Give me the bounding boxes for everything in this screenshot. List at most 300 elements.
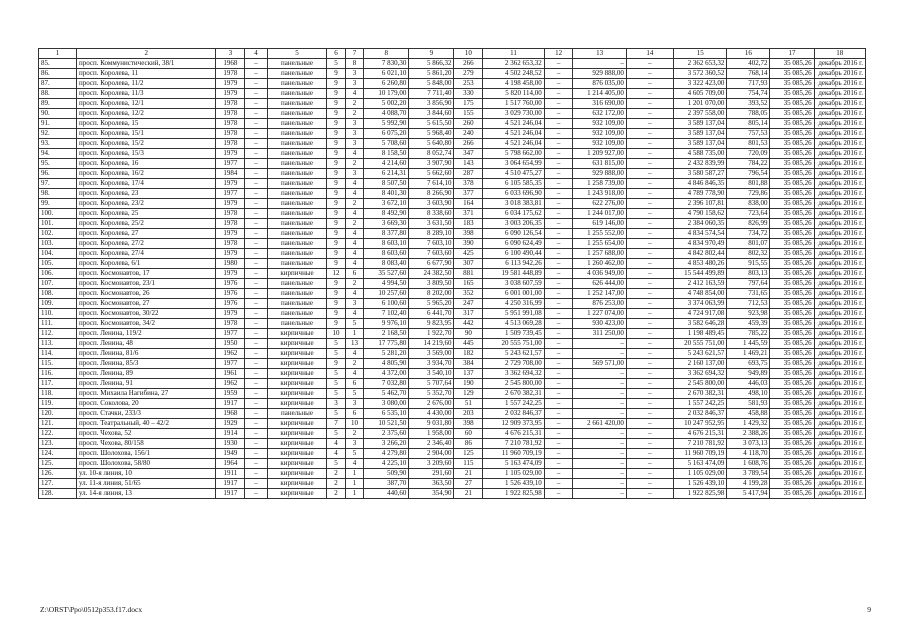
table-cell: 2 — [345, 99, 363, 109]
table-cell: 10 — [345, 419, 363, 429]
table-row — [39, 459, 866, 469]
table-cell: 1 198 489,45 — [674, 329, 727, 339]
table-cell: 11 960 709,19 — [483, 449, 545, 459]
table-cell: 3 672,10 — [364, 199, 409, 209]
table-cell: – — [573, 459, 626, 469]
table-cell: – — [544, 209, 573, 219]
table-cell: 9 — [327, 109, 345, 119]
table-cell: 3 064 654,99 — [483, 159, 545, 169]
table-cell: 9 — [327, 299, 345, 309]
table-cell: 35 085,26 — [770, 139, 814, 149]
table-cell: – — [544, 339, 573, 349]
table-cell: – — [626, 239, 673, 249]
table-cell: 9 — [327, 169, 345, 179]
table-cell: – — [626, 389, 673, 399]
table-cell: декабрь 2016 г. — [814, 289, 865, 299]
table-cell: 757,53 — [727, 129, 770, 139]
table-cell: 4 510 475,27 — [483, 169, 545, 179]
table-cell: 10 179,00 — [364, 89, 409, 99]
table-cell: 626 444,00 — [573, 279, 626, 289]
table-cell: 2 — [345, 219, 363, 229]
table-cell: 5 — [327, 339, 345, 349]
table-cell: – — [626, 219, 673, 229]
table-cell: декабрь 2016 г. — [814, 159, 865, 169]
table-row — [39, 439, 866, 449]
table-cell: 4 — [345, 249, 363, 259]
table-cell: панельные — [267, 189, 327, 199]
table-cell: 7 210 781,92 — [674, 439, 727, 449]
table-row — [39, 289, 866, 299]
table-cell: 784,22 — [727, 159, 770, 169]
table-row — [39, 389, 866, 399]
table-cell: 4 199,28 — [727, 479, 770, 489]
table-cell: 826,99 — [727, 219, 770, 229]
table-cell: 5 — [327, 379, 345, 389]
table-cell: – — [245, 279, 268, 289]
table-cell: 693,75 — [727, 359, 770, 369]
table-cell: 2 397 558,00 — [674, 109, 727, 119]
table-cell: 1962 — [216, 349, 245, 359]
table-cell: 398 — [454, 229, 483, 239]
table-cell: 5 281,20 — [364, 349, 409, 359]
table-cell: 9 — [327, 129, 345, 139]
table-cell: декабрь 2016 г. — [814, 429, 865, 439]
table-cell: – — [245, 119, 268, 129]
header-cell: 12 — [544, 49, 573, 59]
table-cell: – — [245, 169, 268, 179]
table-cell: 247 — [454, 299, 483, 309]
table-cell: декабрь 2016 г. — [814, 219, 865, 229]
table-cell: кирпичные — [267, 399, 327, 409]
table-cell: 734,72 — [727, 229, 770, 239]
table-cell: 4 724 917,08 — [674, 309, 727, 319]
table-cell: просп. Королева, 11/2 — [76, 79, 216, 89]
table-cell: 35 085,26 — [770, 419, 814, 429]
table-cell: 11 960 709,19 — [674, 449, 727, 459]
table-cell: – — [626, 399, 673, 409]
table-cell: декабрь 2016 г. — [814, 469, 865, 479]
table-cell: 27 — [454, 479, 483, 489]
table-cell: 5 708,60 — [364, 139, 409, 149]
table-cell: просп. Космонавтов, 27 — [76, 299, 216, 309]
table-cell: декабрь 2016 г. — [814, 99, 865, 109]
table-cell: 35 085,26 — [770, 69, 814, 79]
table-cell: 1962 — [216, 379, 245, 389]
table-cell: кирпичные — [267, 269, 327, 279]
table-cell: 5 417,94 — [727, 489, 770, 499]
table-cell: 932 109,00 — [573, 129, 626, 139]
table-cell: 98. — [39, 189, 77, 199]
table-cell: 3 — [345, 299, 363, 309]
table-cell: просп. Космонавтов, 17 — [76, 269, 216, 279]
table-cell: 5 848,00 — [409, 79, 454, 89]
table-cell: 2 — [345, 109, 363, 119]
table-cell: – — [544, 179, 573, 189]
table-row — [39, 209, 866, 219]
table-cell: 90. — [39, 109, 77, 119]
table-cell: 1 — [345, 489, 363, 499]
table-cell: панельные — [267, 99, 327, 109]
table-row — [39, 329, 866, 339]
table-cell: 35 085,26 — [770, 79, 814, 89]
table-cell: 35 085,26 — [770, 289, 814, 299]
table-cell: – — [245, 269, 268, 279]
table-cell: просп. Шолохова, 156/1 — [76, 449, 216, 459]
table-cell: 632 172,00 — [573, 109, 626, 119]
table-cell: 92. — [39, 129, 77, 139]
table-cell: 1978 — [216, 319, 245, 329]
table-cell: 35 085,26 — [770, 259, 814, 269]
data-table — [38, 48, 866, 499]
table-cell: 60 — [454, 429, 483, 439]
table-cell: 3 603,90 — [409, 199, 454, 209]
table-cell: 390 — [454, 239, 483, 249]
table-cell: 1978 — [216, 219, 245, 229]
table-cell: панельные — [267, 249, 327, 259]
table-cell: 2 — [345, 429, 363, 439]
table-cell: просп. Коммунистический, 38/1 — [76, 59, 216, 69]
table-cell: 129 — [454, 389, 483, 399]
table-cell: – — [245, 139, 268, 149]
table-cell: 35 085,26 — [770, 119, 814, 129]
table-cell: декабрь 2016 г. — [814, 369, 865, 379]
table-cell: 4 513 069,28 — [483, 319, 545, 329]
table-cell: декабрь 2016 г. — [814, 479, 865, 489]
table-cell: – — [626, 439, 673, 449]
table-cell: 876 253,00 — [573, 299, 626, 309]
table-cell: 9 — [327, 159, 345, 169]
table-cell: 12 909 373,95 — [483, 419, 545, 429]
table-cell: 35 085,26 — [770, 129, 814, 139]
table-cell: 9 — [327, 289, 345, 299]
table-cell: декабрь 2016 г. — [814, 209, 865, 219]
table-cell: – — [626, 79, 673, 89]
table-cell: 805,14 — [727, 119, 770, 129]
table-cell: – — [626, 359, 673, 369]
table-cell: панельные — [267, 239, 327, 249]
table-cell: 8 052,74 — [409, 149, 454, 159]
table-cell: – — [245, 89, 268, 99]
table-cell: 2 — [345, 359, 363, 369]
table-row — [39, 239, 866, 249]
table-cell: 398 — [454, 419, 483, 429]
table-cell: – — [544, 309, 573, 319]
table-cell: 3 844,60 — [409, 109, 454, 119]
table-cell: просп. Театральный, 40 – 42/2 — [76, 419, 216, 429]
table-cell: просп. Космонавтов, 30/22 — [76, 309, 216, 319]
table-cell: 3 — [345, 439, 363, 449]
table-cell: 6 001 001,00 — [483, 289, 545, 299]
table-row — [39, 489, 866, 499]
table-row — [39, 79, 866, 89]
table-cell: просп. Королева, 25 — [76, 209, 216, 219]
table-cell: 94. — [39, 149, 77, 159]
table-cell: 1 257 688,00 — [573, 249, 626, 259]
table-cell: декабрь 2016 г. — [814, 79, 865, 89]
table-cell: – — [573, 369, 626, 379]
table-cell: 5 861,20 — [409, 69, 454, 79]
header-cell: 16 — [727, 49, 770, 59]
table-cell: 1976 — [216, 299, 245, 309]
table-cell: 24 382,50 — [409, 269, 454, 279]
table-cell: просп. Королева, 23 — [76, 189, 216, 199]
table-cell: – — [245, 369, 268, 379]
table-cell: 4 994,50 — [364, 279, 409, 289]
table-cell: 7 711,40 — [409, 89, 454, 99]
table-cell: – — [245, 219, 268, 229]
table-cell: просп. Ленина, 119/2 — [76, 329, 216, 339]
table-cell: 6 090 624,49 — [483, 239, 545, 249]
table-cell: 4 — [345, 289, 363, 299]
table-cell: – — [245, 459, 268, 469]
table-cell: 203 — [454, 409, 483, 419]
header-cell: 14 — [626, 49, 673, 59]
table-cell: 8 158,50 — [364, 149, 409, 159]
table-cell: – — [573, 379, 626, 389]
table-cell: – — [245, 449, 268, 459]
table-cell: просп. Ленина, 89 — [76, 369, 216, 379]
table-cell: 117. — [39, 379, 77, 389]
table-cell: 120. — [39, 409, 77, 419]
table-cell: 788,05 — [727, 109, 770, 119]
table-cell: – — [544, 249, 573, 259]
table-cell: панельные — [267, 69, 327, 79]
table-cell: кирпичные — [267, 449, 327, 459]
table-cell: 9 976,10 — [364, 319, 409, 329]
table-cell: просп. Королева, 16/2 — [76, 169, 216, 179]
table-cell: 4 842 802,44 — [674, 249, 727, 259]
table-cell: 20 555 751,00 — [483, 339, 545, 349]
table-cell: – — [245, 469, 268, 479]
table-cell: 1 260 462,00 — [573, 259, 626, 269]
table-cell: 8 338,60 — [409, 209, 454, 219]
table-cell: 6 113 942,26 — [483, 259, 545, 269]
table-cell: 5 866,32 — [409, 59, 454, 69]
table-cell: – — [245, 249, 268, 259]
table-cell: 5 — [345, 319, 363, 329]
table-cell: просп. Соколова, 20 — [76, 399, 216, 409]
table-cell: 949,89 — [727, 369, 770, 379]
table-cell: 8 603,60 — [364, 249, 409, 259]
table-cell: 1964 — [216, 459, 245, 469]
table-cell: – — [626, 309, 673, 319]
table-cell: 930 423,00 — [573, 319, 626, 329]
table-cell: декабрь 2016 г. — [814, 339, 865, 349]
table-cell: 110. — [39, 309, 77, 319]
table-cell: 35 085,26 — [770, 189, 814, 199]
table-cell: 9 031,80 — [409, 419, 454, 429]
table-cell: 876 035,00 — [573, 79, 626, 89]
table-cell: декабрь 2016 г. — [814, 109, 865, 119]
table-cell: 311 250,00 — [573, 329, 626, 339]
table-cell: просп. Королева, 15 — [76, 119, 216, 129]
table-cell: 619 146,00 — [573, 219, 626, 229]
table-cell: 4 214,60 — [364, 159, 409, 169]
table-cell: – — [245, 329, 268, 339]
table-cell: – — [626, 319, 673, 329]
table-row — [39, 69, 866, 79]
table-row — [39, 399, 866, 409]
table-cell: 1 105 029,00 — [483, 469, 545, 479]
table-row — [39, 189, 866, 199]
table-cell: 1 105 029,00 — [674, 469, 727, 479]
table-cell: 5 662,60 — [409, 169, 454, 179]
table-cell: 6 075,20 — [364, 129, 409, 139]
table-cell: 6 441,70 — [409, 309, 454, 319]
table-cell: – — [626, 489, 673, 499]
table-cell: 1 922 825,98 — [483, 489, 545, 499]
table-cell: 1930 — [216, 439, 245, 449]
table-cell: 1 517 760,00 — [483, 99, 545, 109]
table-cell: – — [544, 239, 573, 249]
table-cell: 7 830,30 — [364, 59, 409, 69]
table-cell: – — [573, 409, 626, 419]
table-cell: 1 209 927,00 — [573, 149, 626, 159]
table-cell: 240 — [454, 129, 483, 139]
table-cell: 9 — [327, 79, 345, 89]
table-cell: 87. — [39, 79, 77, 89]
table-cell: 5 965,20 — [409, 299, 454, 309]
table-cell: – — [626, 189, 673, 199]
table-cell: 35 085,26 — [770, 389, 814, 399]
table-cell: – — [544, 389, 573, 399]
table-cell: – — [626, 89, 673, 99]
table-cell: 1917 — [216, 479, 245, 489]
table-cell: – — [245, 409, 268, 419]
table-cell: 35 085,26 — [770, 59, 814, 69]
table-cell: 2 545 800,00 — [483, 379, 545, 389]
table-cell: 881 — [454, 269, 483, 279]
table-cell: 3 934,70 — [409, 359, 454, 369]
table-cell: – — [245, 69, 268, 79]
table-cell: 9 — [327, 149, 345, 159]
table-cell: 3 362 694,32 — [674, 369, 727, 379]
table-cell: – — [245, 129, 268, 139]
table-cell: 3 589 137,04 — [674, 139, 727, 149]
table-cell: декабрь 2016 г. — [814, 139, 865, 149]
table-cell: 35 085,26 — [770, 239, 814, 249]
table-cell: 3 580 587,27 — [674, 169, 727, 179]
table-cell: – — [626, 469, 673, 479]
table-cell: 4 — [345, 89, 363, 99]
table-cell: 622 276,00 — [573, 199, 626, 209]
table-cell: – — [544, 279, 573, 289]
table-row — [39, 469, 866, 479]
table-cell: 1979 — [216, 269, 245, 279]
table-row — [39, 179, 866, 189]
table-cell: – — [626, 349, 673, 359]
table-cell: 4 502 248,52 — [483, 69, 545, 79]
table-cell: – — [245, 79, 268, 89]
table-cell: 6 090 126,54 — [483, 229, 545, 239]
table-cell: 3 582 646,28 — [674, 319, 727, 329]
table-cell: 1979 — [216, 179, 245, 189]
table-cell: – — [626, 329, 673, 339]
table-cell: 3 669,30 — [364, 219, 409, 229]
table-cell: кирпичные — [267, 419, 327, 429]
table-cell: 20 555 751,00 — [674, 339, 727, 349]
table-row — [39, 349, 866, 359]
table-cell: декабрь 2016 г. — [814, 359, 865, 369]
table-cell: 1 557 242,25 — [674, 399, 727, 409]
table-cell: – — [573, 429, 626, 439]
table-cell: – — [626, 109, 673, 119]
table-cell: 14 219,60 — [409, 339, 454, 349]
table-cell: 729,86 — [727, 189, 770, 199]
table-cell: 6 033 696,90 — [483, 189, 545, 199]
table-cell: 3 — [345, 119, 363, 129]
table-cell: 7 603,60 — [409, 249, 454, 259]
table-cell: 5 — [327, 349, 345, 359]
table-cell: декабрь 2016 г. — [814, 179, 865, 189]
table-cell: 1 201 070,00 — [674, 99, 727, 109]
table-cell: ул. 11-я линия, 51/65 — [76, 479, 216, 489]
table-cell: 1978 — [216, 139, 245, 149]
table-cell: просп. Королева, 12/2 — [76, 109, 216, 119]
table-cell: – — [573, 469, 626, 479]
table-cell: 10 — [327, 329, 345, 339]
table-cell: 35 085,26 — [770, 219, 814, 229]
table-cell: 10 247 952,95 — [674, 419, 727, 429]
table-cell: просп. Королева, 15/3 — [76, 149, 216, 159]
table-cell: – — [544, 359, 573, 369]
table-cell: 125 — [454, 449, 483, 459]
table-cell: 35 085,26 — [770, 169, 814, 179]
table-cell: – — [544, 379, 573, 389]
table-cell: 89. — [39, 99, 77, 109]
table-cell: кирпичные — [267, 369, 327, 379]
table-cell: 4 — [327, 439, 345, 449]
table-cell: 801,07 — [727, 239, 770, 249]
table-row — [39, 369, 866, 379]
table-cell: 7 210 781,92 — [483, 439, 545, 449]
table-cell: 5 163 474,09 — [483, 459, 545, 469]
table-cell: 35 085,26 — [770, 89, 814, 99]
table-cell: – — [544, 329, 573, 339]
table-cell: 4 — [345, 229, 363, 239]
table-cell: – — [626, 139, 673, 149]
table-cell: 164 — [454, 199, 483, 209]
table-row — [39, 359, 866, 369]
table-cell: 4 225,10 — [364, 459, 409, 469]
table-cell: 2 412 163,59 — [674, 279, 727, 289]
table-cell: 9 — [327, 69, 345, 79]
table-cell: – — [544, 159, 573, 169]
table-cell: 112. — [39, 329, 77, 339]
table-cell: просп. Ленина, 91 — [76, 379, 216, 389]
table-cell: – — [245, 349, 268, 359]
table-cell: 3 907,90 — [409, 159, 454, 169]
table-cell: 35 085,26 — [770, 459, 814, 469]
table-header-row — [39, 49, 866, 59]
table-cell: 932 109,00 — [573, 139, 626, 149]
table-cell: 717,93 — [727, 79, 770, 89]
table-row — [39, 99, 866, 109]
table-cell: 9 — [327, 89, 345, 99]
table-cell: 5 002,20 — [364, 99, 409, 109]
table-cell: 6 — [345, 409, 363, 419]
table-cell: 3 — [345, 169, 363, 179]
table-cell: 1979 — [216, 229, 245, 239]
table-cell: 7 603,10 — [409, 239, 454, 249]
table-cell: декабрь 2016 г. — [814, 379, 865, 389]
table-cell: 12 — [327, 269, 345, 279]
table-cell: – — [544, 369, 573, 379]
table-cell: 712,53 — [727, 299, 770, 309]
table-cell: 35 085,26 — [770, 199, 814, 209]
table-cell: – — [245, 99, 268, 109]
table-cell: 4 — [345, 149, 363, 159]
